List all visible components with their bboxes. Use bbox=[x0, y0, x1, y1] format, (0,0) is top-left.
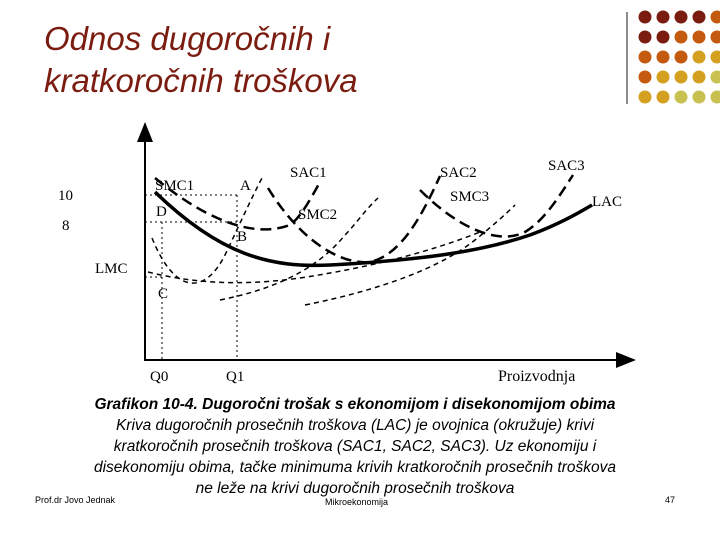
label-lmc: LMC bbox=[95, 261, 128, 277]
point-label-c: C bbox=[158, 286, 169, 302]
caption-line-2: kratkoročnih prosečnih troškova (SAC1, SAC2, SAC3). Uz ekonomiju i bbox=[113, 438, 597, 455]
footer-page-number: 47 bbox=[665, 495, 676, 505]
x-axis-label: Proizvodnja bbox=[498, 368, 576, 385]
label-lac: LAC bbox=[592, 194, 622, 210]
point-label-a: A bbox=[240, 178, 251, 194]
footer-course: Mikroekonomija bbox=[325, 497, 389, 507]
caption-title: Grafikon 10-4. Dugoročni trošak s ekonomijom i disekonomijom obima bbox=[94, 396, 616, 413]
label-sac3: SAC3 bbox=[548, 158, 585, 174]
caption-line-4: ne leže na krivi dugoročnih prosečnih troškova bbox=[195, 480, 515, 497]
y-tick-10: 10 bbox=[58, 188, 73, 204]
caption-line-3: disekonomiju obima, tačke minimuma krivih kratkoročnih prosečnih troškova bbox=[93, 459, 617, 476]
figure-caption bbox=[30, 394, 680, 499]
x-tick-q1: Q1 bbox=[226, 369, 245, 385]
label-smc3: SMC3 bbox=[450, 189, 490, 205]
label-sac1: SAC1 bbox=[290, 165, 327, 181]
sac2-curve bbox=[268, 176, 440, 262]
label-smc2: SMC2 bbox=[298, 207, 338, 223]
title-line-2: kratkoročnih troškova bbox=[44, 62, 358, 99]
point-label-b: B bbox=[237, 229, 248, 245]
caption-line-1: Kriva dugoročnih prosečnih troškova (LAC) je ovojnica (okružuje) krivi bbox=[115, 417, 595, 434]
label-sac2: SAC2 bbox=[440, 165, 477, 181]
lac-curve bbox=[155, 192, 592, 265]
y-tick-8: 8 bbox=[62, 218, 70, 234]
x-tick-q0: Q0 bbox=[150, 369, 169, 385]
footer-author: Prof.dr Jovo Jednak bbox=[35, 495, 116, 505]
point-label-d: D bbox=[156, 204, 167, 220]
label-smc1: SMC1 bbox=[155, 178, 195, 194]
title-line-1: Odnos dugoročnih i bbox=[44, 20, 331, 57]
